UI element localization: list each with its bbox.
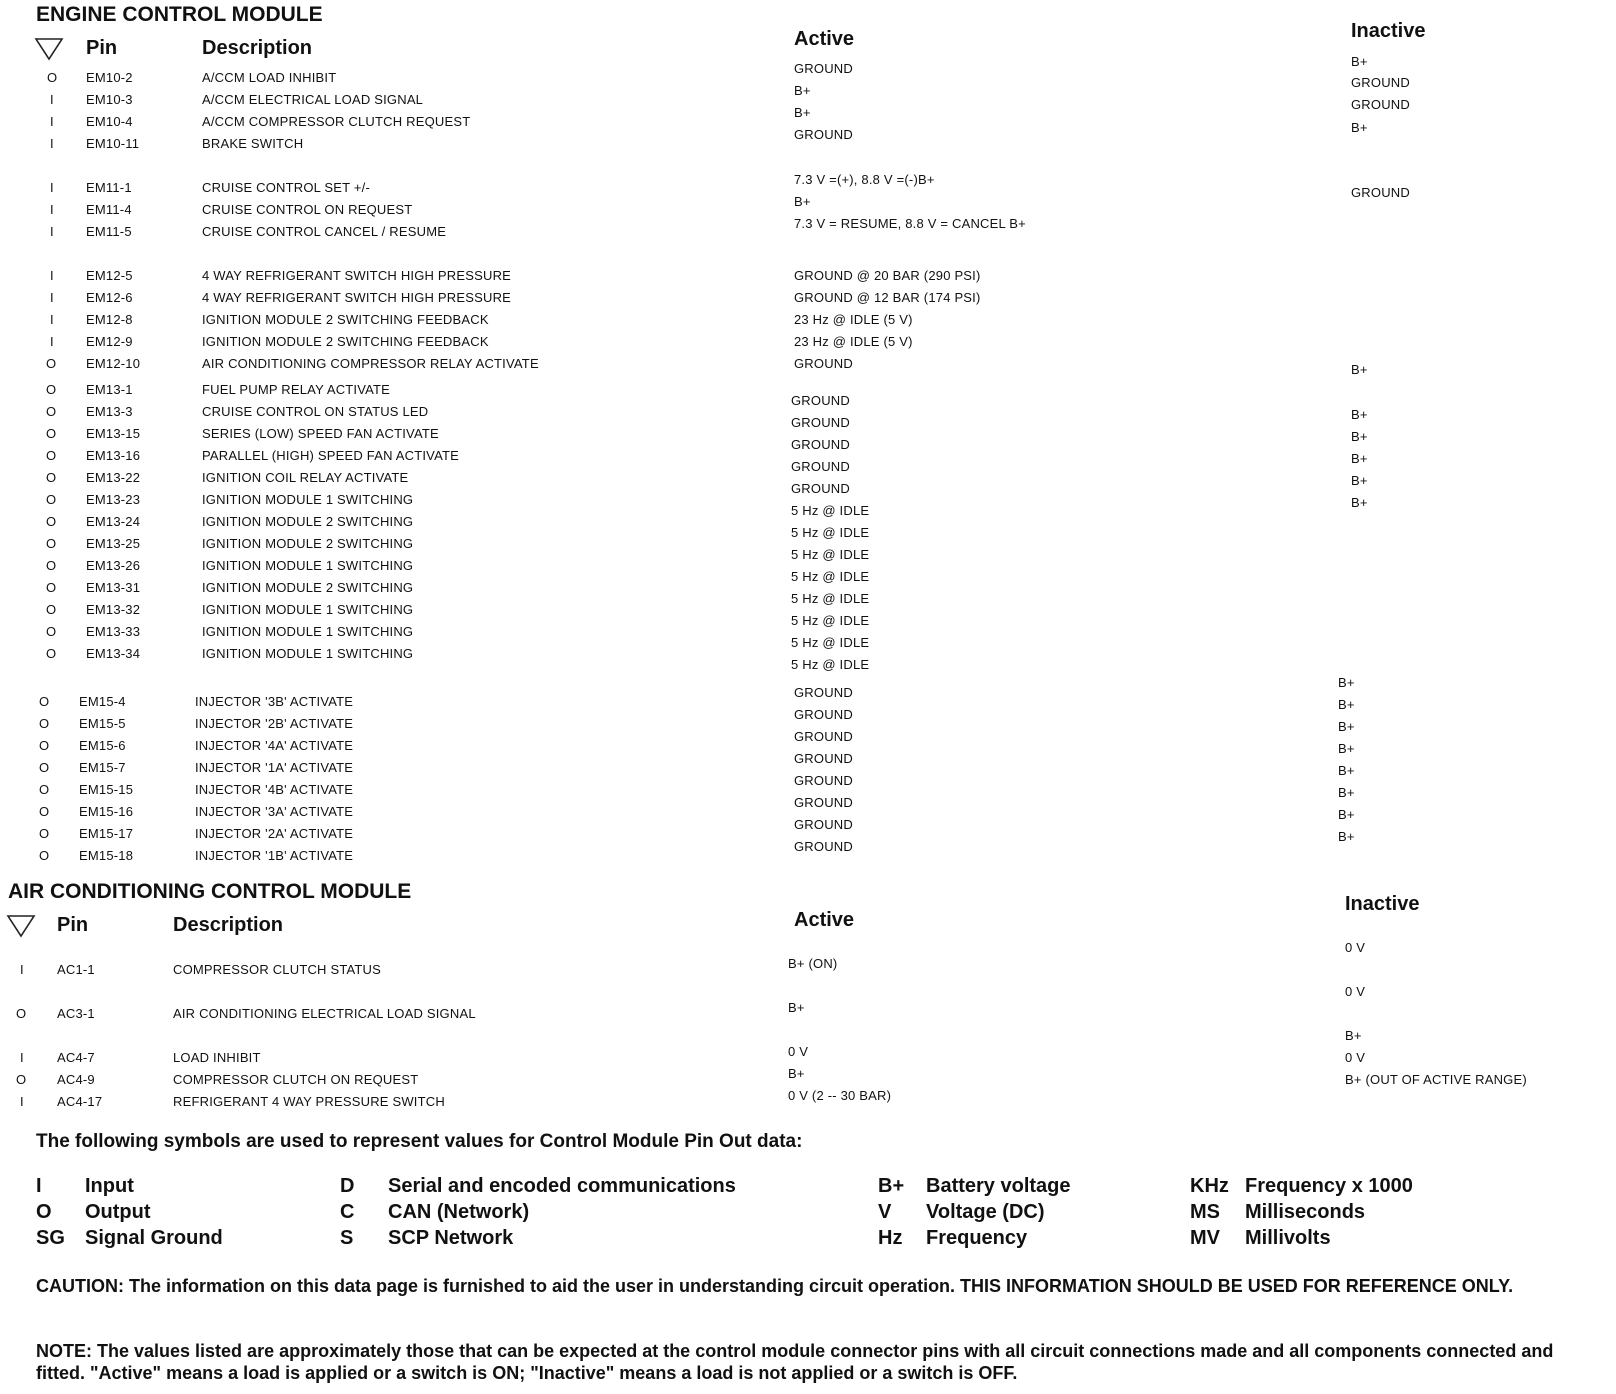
acm-inactive-value: B+ (OUT OF ACTIVE RANGE)	[1345, 1072, 1527, 1087]
ecm-row-description: IGNITION MODULE 2 SWITCHING FEEDBACK	[202, 312, 489, 327]
ecm-row-description: A/CCM LOAD INHIBIT	[202, 70, 337, 85]
acm-row-description: REFRIGERANT 4 WAY PRESSURE SWITCH	[173, 1094, 445, 1109]
acm-active-value: B+ (ON)	[788, 956, 838, 971]
acm-inactive-value: 0 V	[1345, 984, 1366, 999]
ecm-pin-header: Pin	[86, 37, 118, 59]
ecm-row-pin: EM13-23	[86, 492, 141, 507]
ecm-row-description: CRUISE CONTROL CANCEL / RESUME	[202, 224, 447, 239]
ecm-row-pin: EM13-16	[86, 448, 141, 463]
legend-symbol: SG	[36, 1227, 65, 1249]
ecm-active-header: Active	[794, 28, 855, 50]
ecm-row-io: O	[46, 382, 57, 397]
note-text: NOTE: The values listed are approximately those that can be expected at the control module connector pins with all circuit connections made and all components connected and fitted. "Active" means a load is applied or a switch is ON; "Inactive" means a load is not applied or a switch is OFF.	[36, 1341, 1554, 1383]
legend-symbol: I	[36, 1175, 42, 1197]
legend-symbol: V	[878, 1201, 892, 1223]
ecm-row-pin: EM13-26	[86, 558, 141, 573]
ecm-row-description: INJECTOR '2A' ACTIVATE	[195, 826, 354, 841]
ecm-row-io: O	[46, 492, 57, 507]
ecm-inactive-value: B+	[1351, 429, 1368, 444]
legend-symbol: S	[340, 1227, 354, 1249]
ecm-row-description: CRUISE CONTROL ON STATUS LED	[202, 404, 429, 419]
ecm-row-io: O	[39, 716, 50, 731]
legend-symbol: KHz	[1190, 1175, 1229, 1197]
ecm-row-pin: EM12-8	[86, 312, 133, 327]
acm-row-io: I	[20, 1050, 24, 1065]
ecm-row-io: O	[46, 426, 57, 441]
acm-row-description: COMPRESSOR CLUTCH STATUS	[173, 962, 382, 977]
ecm-row-io: O	[39, 826, 50, 841]
ecm-row-description: INJECTOR '3B' ACTIVATE	[195, 694, 354, 709]
ecm-active-value: 5 Hz @ IDLE	[791, 547, 870, 562]
ecm-row-io: O	[39, 782, 50, 797]
acm-description-header: Description	[173, 914, 284, 936]
acm-title: AIR CONDITIONING CONTROL MODULE	[8, 880, 412, 903]
legend-text: Serial and encoded communications	[388, 1175, 736, 1197]
acm-inactive-header: Inactive	[1345, 893, 1420, 915]
legend-text: Input	[85, 1175, 134, 1197]
ecm-row-description: INJECTOR '1B' ACTIVATE	[195, 848, 354, 863]
ecm-row-description: IGNITION MODULE 2 SWITCHING	[202, 580, 414, 595]
ecm-row-description: CRUISE CONTROL ON REQUEST	[202, 202, 413, 217]
ecm-row-description: IGNITION MODULE 1 SWITCHING	[202, 646, 414, 661]
acm-active-value: 0 V (2 -- 30 BAR)	[788, 1088, 892, 1103]
ecm-row-pin: EM15-18	[79, 848, 134, 863]
ecm-row-pin: EM11-1	[86, 180, 132, 195]
ecm-active-value: 7.3 V =(+), 8.8 V =(-)B+	[794, 172, 935, 187]
ecm-row-description: BRAKE SWITCH	[202, 136, 304, 151]
ecm-row-pin: EM12-6	[86, 290, 133, 305]
ecm-row-pin: EM13-31	[86, 580, 141, 595]
acm-active-value: 0 V	[788, 1044, 809, 1059]
legend-text: Battery voltage	[926, 1175, 1071, 1197]
ecm-active-value: 5 Hz @ IDLE	[791, 635, 870, 650]
ecm-inactive-value: B+	[1338, 741, 1355, 756]
ecm-row-io: O	[39, 760, 50, 775]
acm-row-description: LOAD INHIBIT	[173, 1050, 261, 1065]
acm-row-io: O	[16, 1072, 27, 1087]
acm-row-io: I	[20, 1094, 24, 1109]
ecm-inactive-value: B+	[1338, 675, 1355, 690]
ecm-row-io: I	[50, 92, 54, 107]
ecm-active-value: GROUND	[794, 685, 853, 700]
ecm-active-value: GROUND	[794, 127, 853, 142]
ecm-row-pin: EM13-25	[86, 536, 141, 551]
ecm-row-description: A/CCM COMPRESSOR CLUTCH REQUEST	[202, 114, 471, 129]
ecm-active-value: B+	[794, 194, 811, 209]
ecm-row-io: I	[50, 180, 54, 195]
ecm-inactive-value: B+	[1338, 697, 1355, 712]
ecm-inactive-value: B+	[1351, 495, 1368, 510]
ecm-row-io: I	[50, 224, 54, 239]
ecm-row-description: IGNITION MODULE 1 SWITCHING	[202, 602, 414, 617]
ecm-inactive-value: B+	[1338, 763, 1355, 778]
legend-text: Output	[85, 1201, 151, 1223]
ecm-row-description: INJECTOR '1A' ACTIVATE	[195, 760, 354, 775]
legend-text: Voltage (DC)	[926, 1201, 1045, 1223]
ecm-row-description: 4 WAY REFRIGERANT SWITCH HIGH PRESSURE	[202, 290, 512, 305]
acm-inactive-value: B+	[1345, 1028, 1362, 1043]
ecm-inactive-value: B+	[1351, 362, 1368, 377]
ecm-row-description: IGNITION MODULE 1 SWITCHING	[202, 624, 414, 639]
ecm-row-pin: EM12-9	[86, 334, 133, 349]
ecm-row-pin: EM15-7	[79, 760, 126, 775]
ecm-active-value: 5 Hz @ IDLE	[791, 591, 870, 606]
ecm-row-description: PARALLEL (HIGH) SPEED FAN ACTIVATE	[202, 448, 459, 463]
ecm-inactive-value: GROUND	[1351, 97, 1410, 112]
ecm-active-value: GROUND	[791, 481, 850, 496]
ecm-row-pin: EM13-34	[86, 646, 141, 661]
legend-symbol: O	[36, 1201, 52, 1223]
ecm-row-io: O	[46, 448, 57, 463]
ecm-row-pin: EM15-5	[79, 716, 126, 731]
acm-active-value: B+	[788, 1000, 805, 1015]
acm-row-pin: AC4-7	[57, 1050, 95, 1065]
legend-text: CAN (Network)	[388, 1201, 530, 1223]
ecm-inactive-header: Inactive	[1351, 20, 1426, 42]
ecm-row-io: O	[46, 558, 57, 573]
ecm-row-io: O	[47, 70, 58, 85]
ecm-row-pin: EM11-4	[86, 202, 132, 217]
legend-text: Milliseconds	[1245, 1201, 1366, 1223]
ecm-row-description: IGNITION MODULE 2 SWITCHING	[202, 514, 414, 529]
ecm-row-pin: EM13-3	[86, 404, 133, 419]
ecm-row-io: O	[46, 404, 57, 419]
ecm-row-description: INJECTOR '4B' ACTIVATE	[195, 782, 354, 797]
ecm-active-value: 23 Hz @ IDLE (5 V)	[794, 312, 913, 327]
acm-active-header: Active	[794, 909, 855, 931]
legend-symbol: B+	[878, 1175, 905, 1197]
ecm-row-description: IGNITION MODULE 1 SWITCHING	[202, 492, 414, 507]
ecm-active-value: 5 Hz @ IDLE	[791, 569, 870, 584]
ecm-inactive-value: B+	[1351, 120, 1368, 135]
ecm-row-pin: EM13-15	[86, 426, 141, 441]
ecm-row-io: O	[39, 694, 50, 709]
ecm-inactive-value: B+	[1338, 785, 1355, 800]
ecm-row-description: IGNITION MODULE 2 SWITCHING	[202, 536, 414, 551]
ecm-row-io: O	[46, 580, 57, 595]
ecm-row-pin: EM13-22	[86, 470, 141, 485]
legend-symbol: MS	[1190, 1201, 1220, 1223]
acm-inactive-value: 0 V	[1345, 940, 1366, 955]
acm-row-pin: AC3-1	[57, 1006, 95, 1021]
acm-pin-header: Pin	[57, 914, 89, 936]
legend-text: SCP Network	[388, 1227, 514, 1249]
ecm-row-description: IGNITION MODULE 1 SWITCHING	[202, 558, 414, 573]
acm-row-pin: AC4-17	[57, 1094, 103, 1109]
ecm-active-value: GROUND	[791, 437, 850, 452]
ecm-row-io: O	[46, 536, 57, 551]
ecm-row-io: I	[50, 114, 54, 129]
legend-symbol: Hz	[878, 1227, 903, 1249]
ecm-row-io: I	[50, 334, 54, 349]
ecm-active-value: B+	[794, 105, 811, 120]
acm-active-value: B+	[788, 1066, 805, 1081]
ecm-row-description: A/CCM ELECTRICAL LOAD SIGNAL	[202, 92, 424, 107]
ecm-inactive-value: B+	[1351, 407, 1368, 422]
ecm-inactive-value: B+	[1351, 451, 1368, 466]
ecm-row-description: INJECTOR '4A' ACTIVATE	[195, 738, 354, 753]
caution-text: CAUTION: The information on this data page is furnished to aid the user in understanding circuit operation. THIS INFORMATION SHOULD BE USED FOR REFERENCE ONLY.	[36, 1276, 1514, 1296]
ecm-active-value: GROUND @ 20 BAR (290 PSI)	[794, 268, 981, 283]
acm-row-description: AIR CONDITIONING ELECTRICAL LOAD SIGNAL	[173, 1006, 476, 1021]
ecm-row-description: IGNITION MODULE 2 SWITCHING FEEDBACK	[202, 334, 489, 349]
ecm-row-pin: EM13-33	[86, 624, 141, 639]
ecm-row-io: O	[39, 738, 50, 753]
ecm-row-io: I	[50, 268, 54, 283]
ecm-row-io: O	[46, 646, 57, 661]
ecm-row-description: INJECTOR '3A' ACTIVATE	[195, 804, 354, 819]
ecm-row-pin: EM15-16	[79, 804, 134, 819]
ecm-row-io: I	[50, 290, 54, 305]
ecm-active-value: B+	[794, 83, 811, 98]
acm-row-description: COMPRESSOR CLUTCH ON REQUEST	[173, 1072, 419, 1087]
acm-row-pin: AC4-9	[57, 1072, 95, 1087]
legend-text: Frequency	[926, 1227, 1028, 1249]
ecm-row-pin: EM10-11	[86, 136, 140, 151]
legend-symbol: D	[340, 1175, 355, 1197]
ecm-active-value: GROUND	[791, 459, 850, 474]
ecm-row-description: INJECTOR '2B' ACTIVATE	[195, 716, 354, 731]
legend-symbol: C	[340, 1201, 355, 1223]
ecm-active-value: 23 Hz @ IDLE (5 V)	[794, 334, 913, 349]
ecm-active-value: GROUND	[794, 817, 853, 832]
ecm-active-value: 7.3 V = RESUME, 8.8 V = CANCEL B+	[794, 216, 1026, 231]
ecm-active-value: GROUND	[794, 707, 853, 722]
ecm-inactive-value: GROUND	[1351, 185, 1410, 200]
acm-row-io: I	[20, 962, 24, 977]
ecm-row-io: O	[46, 624, 57, 639]
ecm-active-value: GROUND	[794, 729, 853, 744]
ecm-row-pin: EM15-6	[79, 738, 126, 753]
acm-row-io: O	[16, 1006, 27, 1021]
ecm-active-value: GROUND	[791, 393, 850, 408]
ecm-row-pin: EM15-17	[79, 826, 134, 841]
ecm-active-value: GROUND	[794, 839, 853, 854]
ecm-active-value: 5 Hz @ IDLE	[791, 657, 870, 672]
ecm-row-pin: EM12-5	[86, 268, 133, 283]
ecm-inactive-value: B+	[1338, 719, 1355, 734]
ecm-title: ENGINE CONTROL MODULE	[36, 3, 323, 26]
ecm-active-value: GROUND	[794, 356, 853, 371]
ecm-row-pin: EM13-32	[86, 602, 141, 617]
ecm-row-pin: EM10-4	[86, 114, 133, 129]
ecm-row-io: O	[39, 848, 50, 863]
legend-text: Signal Ground	[85, 1227, 223, 1249]
ecm-active-value: GROUND	[794, 773, 853, 788]
ecm-inactive-value: B+	[1338, 829, 1355, 844]
ecm-row-io: I	[50, 202, 54, 217]
legend-symbol: MV	[1190, 1227, 1220, 1249]
ecm-row-pin: EM13-24	[86, 514, 141, 529]
ecm-row-io: O	[46, 470, 57, 485]
ecm-active-value: 5 Hz @ IDLE	[791, 613, 870, 628]
ecm-row-pin: EM10-2	[86, 70, 133, 85]
ecm-row-description: CRUISE CONTROL SET +/-	[202, 180, 371, 195]
ecm-active-value: GROUND @ 12 BAR (174 PSI)	[794, 290, 981, 305]
ecm-active-value: GROUND	[794, 61, 853, 76]
ecm-description-header: Description	[202, 37, 313, 59]
ecm-row-pin: EM15-4	[79, 694, 126, 709]
legend-text: Frequency x 1000	[1245, 1175, 1413, 1197]
ecm-row-description: FUEL PUMP RELAY ACTIVATE	[202, 382, 391, 397]
ecm-row-io: O	[39, 804, 50, 819]
acm-inactive-value: 0 V	[1345, 1050, 1366, 1065]
connector-direction-icon	[34, 37, 64, 61]
acm-row-pin: AC1-1	[57, 962, 95, 977]
ecm-row-io: I	[50, 312, 54, 327]
ecm-inactive-value: GROUND	[1351, 75, 1410, 90]
ecm-row-io: O	[46, 356, 57, 371]
ecm-row-pin: EM13-1	[86, 382, 133, 397]
ecm-row-description: 4 WAY REFRIGERANT SWITCH HIGH PRESSURE	[202, 268, 512, 283]
ecm-row-pin: EM15-15	[79, 782, 134, 797]
ecm-row-description: SERIES (LOW) SPEED FAN ACTIVATE	[202, 426, 439, 441]
ecm-active-value: GROUND	[794, 751, 853, 766]
ecm-active-value: 5 Hz @ IDLE	[791, 525, 870, 540]
legend-text: Millivolts	[1245, 1227, 1331, 1249]
ecm-row-io: I	[50, 136, 54, 151]
ecm-active-value: GROUND	[794, 795, 853, 810]
ecm-inactive-value: B+	[1351, 473, 1368, 488]
ecm-inactive-value: B+	[1338, 807, 1355, 822]
ecm-row-pin: EM12-10	[86, 356, 141, 371]
legend-intro: The following symbols are used to represent values for Control Module Pin Out data:	[36, 1131, 803, 1152]
ecm-active-value: 5 Hz @ IDLE	[791, 503, 870, 518]
ecm-active-value: GROUND	[791, 415, 850, 430]
ecm-row-description: IGNITION COIL RELAY ACTIVATE	[202, 470, 409, 485]
ecm-row-io: O	[46, 602, 57, 617]
ecm-row-description: AIR CONDITIONING COMPRESSOR RELAY ACTIVATE	[202, 356, 539, 371]
ecm-row-io: O	[46, 514, 57, 529]
ecm-row-pin: EM11-5	[86, 224, 132, 239]
ecm-inactive-value: B+	[1351, 54, 1368, 69]
connector-direction-icon	[6, 914, 36, 938]
ecm-row-pin: EM10-3	[86, 92, 133, 107]
